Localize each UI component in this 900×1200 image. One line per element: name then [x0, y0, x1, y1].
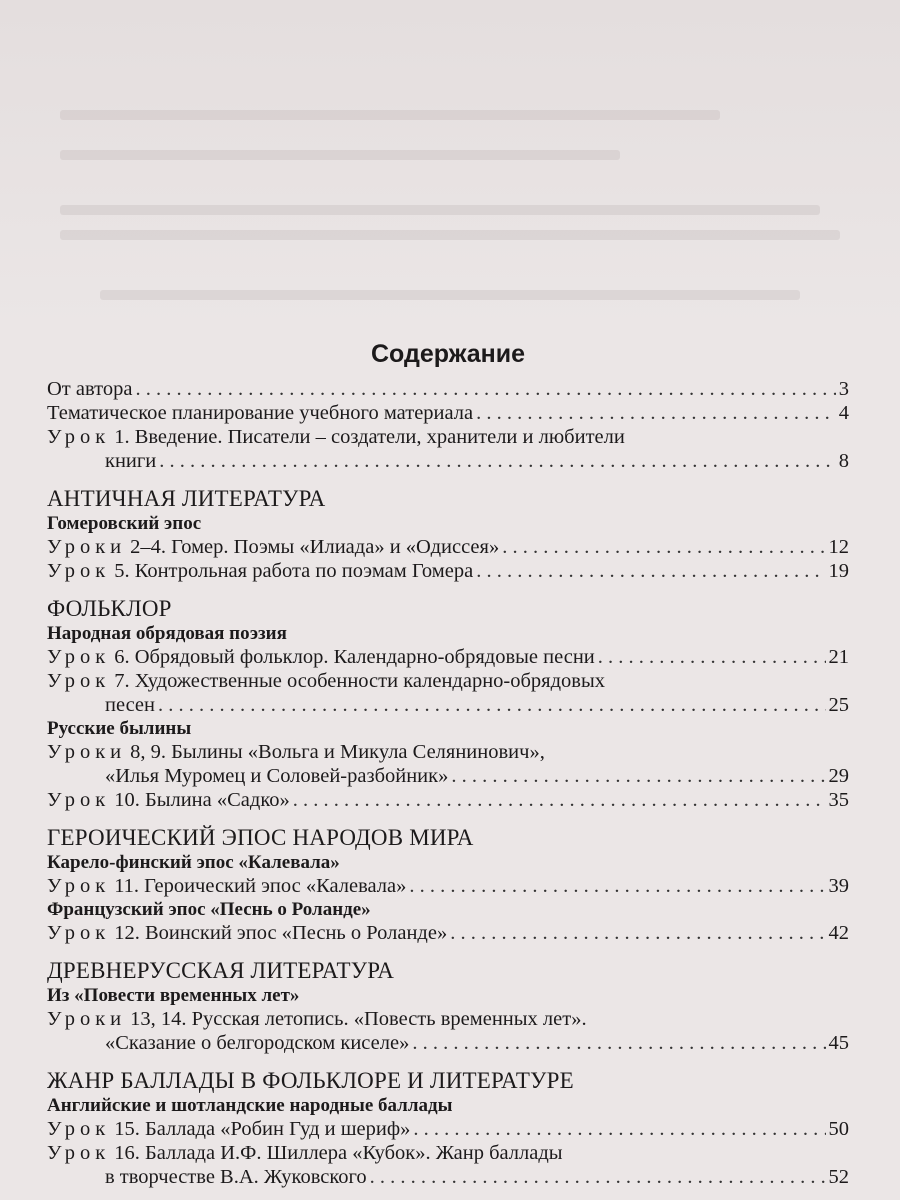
entry-text: 1. Введение. Писатели – создатели, хранители и любители: [114, 426, 625, 448]
toc-entry-line: [47, 425, 849, 449]
sections: [47, 486, 849, 1189]
page-title: Содержание: [370, 340, 526, 368]
entry-label: [47, 559, 473, 583]
subsection-heading: Из «Повести временных лет»: [47, 985, 300, 1006]
toc-entry-line: [47, 645, 849, 669]
page-number: 50: [828, 1118, 849, 1140]
page-number: 35: [828, 789, 849, 811]
toc-entry-line: [47, 401, 849, 425]
entry-text: «Сказание о белгородском киселе»: [105, 1032, 410, 1054]
page-number: 3: [838, 378, 849, 400]
lesson-prefix: Урок: [47, 426, 111, 448]
subsection-heading: Гомеровский эпос: [47, 513, 202, 534]
toc-entry-line: [47, 1165, 849, 1189]
toc-entry-line: [47, 1117, 849, 1141]
entry-text: 10. Былина «Садко»: [114, 789, 290, 811]
entry-label: [47, 535, 499, 559]
intro-entries: [47, 377, 849, 473]
dot-leader: [370, 1165, 826, 1189]
entry-label: [47, 1141, 563, 1165]
entry-label: [105, 693, 155, 717]
bleed-through-background: [0, 0, 900, 330]
ghost-text-line: [60, 205, 820, 215]
page-number: 45: [828, 1032, 849, 1054]
dot-leader: [413, 1117, 825, 1141]
toc-entry-line: [47, 693, 849, 717]
toc-entry-line: [47, 740, 849, 764]
toc-entry-line: [47, 377, 849, 401]
lesson-prefix: Урок: [47, 670, 111, 692]
toc-entry-line: [47, 449, 849, 473]
ghost-text-line: [60, 150, 620, 160]
dot-leader: [476, 559, 825, 583]
entry-text: книги: [105, 450, 157, 472]
subsection-heading: Народная обрядовая поэзия: [47, 623, 287, 644]
entry-label: [47, 645, 595, 669]
toc-entry-line: [47, 921, 849, 945]
section-heading: АНТИЧНАЯ ЛИТЕРАТУРА: [47, 486, 326, 511]
toc-section: [47, 825, 849, 945]
toc-entry-line: [47, 1141, 849, 1165]
lesson-prefix: Уроки: [47, 1008, 127, 1030]
section-heading: ЖАНР БАЛЛАДЫ В ФОЛЬКЛОРЕ И ЛИТЕРАТУРЕ: [47, 1068, 574, 1093]
dot-leader: [502, 535, 825, 559]
entry-label: [47, 740, 545, 764]
entry-label: [105, 449, 156, 473]
lesson-prefix: Урок: [47, 875, 111, 897]
subsection-heading: Французский эпос «Песнь о Роланде»: [47, 899, 371, 920]
dot-leader: [476, 401, 836, 425]
toc-entry-line: [47, 669, 849, 693]
entry-text: 7. Художественные особенности календарно-обрядовых: [114, 670, 605, 692]
subsection-heading: Английские и шотландские народные баллады: [47, 1095, 453, 1116]
dot-leader: [598, 645, 826, 669]
entry-label: [47, 1117, 410, 1141]
page-number: 39: [828, 875, 849, 897]
entry-label: [47, 425, 625, 449]
table-of-contents: [47, 337, 849, 1189]
entry-label: [47, 1007, 587, 1031]
dot-leader: [135, 377, 835, 401]
toc-entry-line: [47, 559, 849, 583]
page-number: 21: [828, 646, 849, 668]
entry-label: [47, 788, 290, 812]
page-number: 8: [838, 450, 849, 472]
entry-text: 13, 14. Русская летопись. «Повесть временных лет».: [130, 1008, 587, 1030]
lesson-prefix: Урок: [47, 922, 111, 944]
entry-text: 5. Контрольная работа по поэмам Гомера: [114, 560, 474, 582]
entry-label: [47, 377, 132, 401]
page-number: 42: [828, 922, 849, 944]
lesson-prefix: Урок: [47, 646, 111, 668]
entry-text: в творчестве В.А. Жуковского: [105, 1166, 367, 1188]
entry-text: От автора: [47, 378, 133, 400]
dot-leader: [409, 874, 825, 898]
lesson-prefix: Уроки: [47, 536, 127, 558]
page-number: 19: [828, 560, 849, 582]
entry-text: песен: [105, 694, 155, 716]
toc-entry-line: [47, 1007, 849, 1031]
entry-text: 6. Обрядовый фольклор. Календарно-обрядовые песни: [114, 646, 595, 668]
dot-leader: [451, 764, 825, 788]
section-heading: ГЕРОИЧЕСКИЙ ЭПОС НАРОДОВ МИРА: [47, 825, 474, 850]
entry-text: Тематическое планирование учебного материала: [47, 402, 474, 424]
ghost-text-line: [60, 110, 720, 120]
lesson-prefix: Урок: [47, 1118, 111, 1140]
entry-text: 16. Баллада И.Ф. Шиллера «Кубок». Жанр баллады: [114, 1142, 563, 1164]
entry-text: 2–4. Гомер. Поэмы «Илиада» и «Одиссея»: [130, 536, 500, 558]
toc-entry-line: [47, 1031, 849, 1055]
entry-label: [47, 921, 447, 945]
entry-label: [105, 764, 448, 788]
entry-text: 11. Героический эпос «Калевала»: [114, 875, 407, 897]
toc-entry-line: [47, 535, 849, 559]
dot-leader: [159, 449, 835, 473]
entry-text: 8, 9. Былины «Вольга и Микула Селянинович»,: [130, 741, 545, 763]
entry-text: «Илья Муромец и Соловей-разбойник»: [105, 765, 449, 787]
subsection-heading: Карело-финский эпос «Калевала»: [47, 852, 340, 873]
entry-label: [47, 669, 605, 693]
dot-leader: [158, 693, 826, 717]
toc-section: [47, 486, 849, 583]
entry-label: [47, 401, 473, 425]
dot-leader: [450, 921, 825, 945]
page-number: 52: [828, 1166, 849, 1188]
entry-label: [47, 874, 406, 898]
dot-leader: [412, 1031, 825, 1055]
entry-label: [105, 1031, 409, 1055]
toc-entry-line: [47, 764, 849, 788]
entry-text: 12. Воинский эпос «Песнь о Роланде»: [114, 922, 448, 944]
lesson-prefix: Урок: [47, 560, 111, 582]
dot-leader: [293, 788, 826, 812]
page-number: 4: [838, 402, 849, 424]
toc-entry-line: [47, 874, 849, 898]
lesson-prefix: Урок: [47, 789, 111, 811]
ghost-text-line: [100, 290, 800, 300]
toc-section: [47, 958, 849, 1055]
subsection-heading: Русские былины: [47, 718, 192, 739]
entry-label: [105, 1165, 367, 1189]
section-heading: ДРЕВНЕРУССКАЯ ЛИТЕРАТУРА: [47, 958, 395, 983]
ghost-text-line: [60, 230, 840, 240]
section-heading: ФОЛЬКЛОР: [47, 596, 172, 621]
toc-section: [47, 596, 849, 812]
lesson-prefix: Урок: [47, 1142, 111, 1164]
toc-entry-line: [47, 788, 849, 812]
toc-section: [47, 1068, 849, 1189]
page-number: 25: [828, 694, 849, 716]
page-number: 29: [828, 765, 849, 787]
lesson-prefix: Уроки: [47, 741, 127, 763]
entry-text: 15. Баллада «Робин Гуд и шериф»: [114, 1118, 411, 1140]
page-number: 12: [828, 536, 849, 558]
